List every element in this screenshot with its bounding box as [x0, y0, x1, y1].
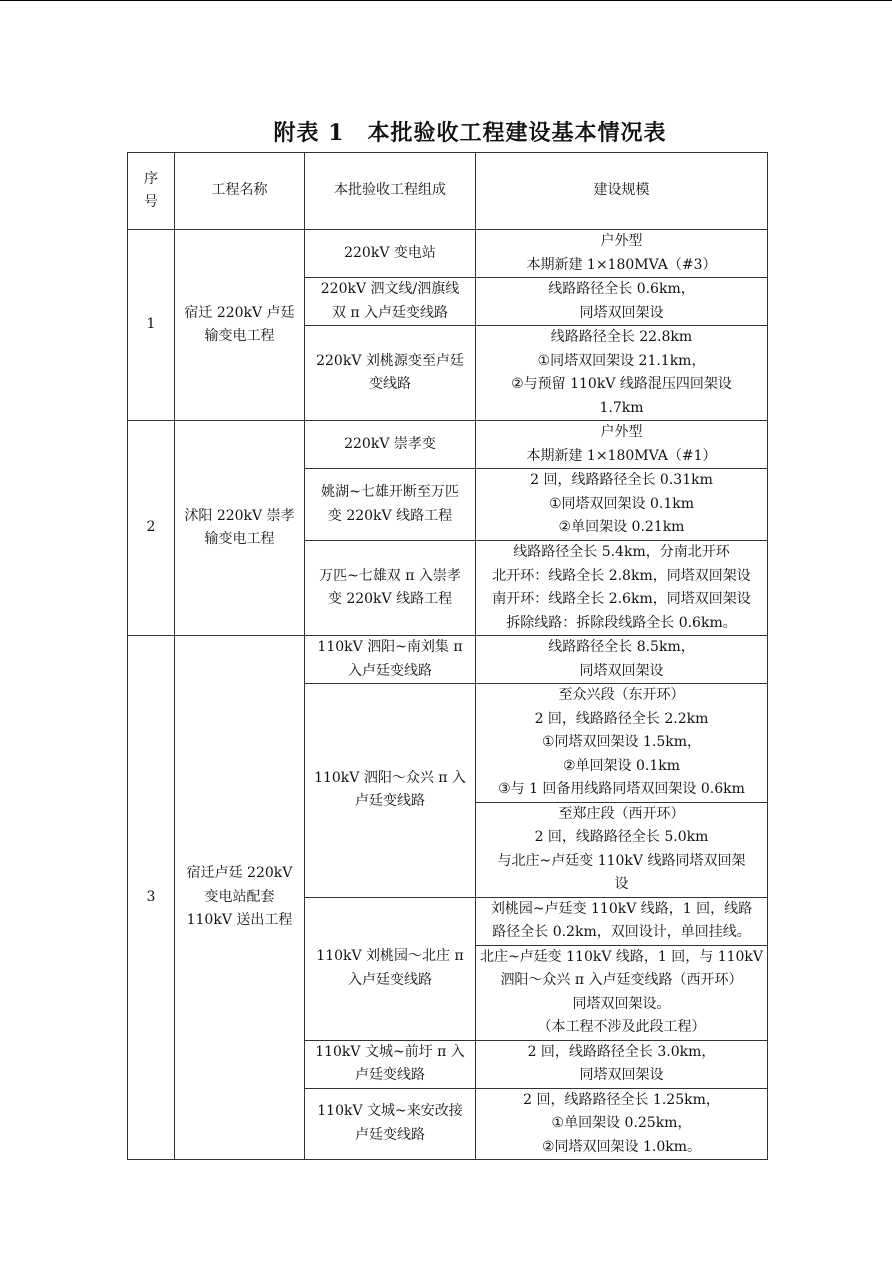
project-name: 宿迁卢廷 220kV 变电站配套 110kV 送出工程	[175, 636, 305, 1160]
project-name: 宿迁 220kV 卢廷 输变电工程	[175, 230, 305, 421]
scale-cell: 户外型 本期新建 1×180MVA（#1）	[476, 421, 768, 469]
project-seq: 2	[128, 421, 175, 636]
header-scale: 建设规模	[476, 153, 768, 230]
table-row	[128, 230, 768, 278]
table-row	[128, 636, 768, 684]
construction-info-table	[127, 152, 768, 1160]
scale-cell: 线路路径全长 5.4km，分南北开环 北开环：线路全长 2.8km，同塔双回架设 南开环：线路全长 2.6km，同塔双回架设 拆除线路：拆除段线路全长 0.6km。	[476, 541, 768, 636]
component-label: 110kV 文城~前圩 π 入 卢廷变线路	[305, 1040, 476, 1088]
header-seq: 序 号	[128, 153, 175, 230]
table-row	[128, 421, 768, 469]
scale-cell: 北庄~卢廷变 110kV 线路，1 回，与 110kV 泗阳～众兴 π 入卢廷变线路（西开环） 同塔双回架设。 （本工程不涉及此段工程）	[476, 945, 768, 1040]
scale-cell: 2 回，线路路径全长 0.31km ①同塔双回架设 0.1km ②单回架设 0.21km	[476, 469, 768, 541]
scale-cell: 刘桃园~卢廷变 110kV 线路，1 回，线路 路径全长 0.2km，双回设计，单回挂线。	[476, 897, 768, 945]
scale-cell: 线路路径全长 0.6km， 同塔双回架设	[476, 278, 768, 326]
page-title: 附表 1 本批验收工程建设基本情况表	[273, 120, 667, 146]
header-project-name: 工程名称	[175, 153, 305, 230]
top-border-line	[0, 0, 892, 1]
scale-cell: 2 回，线路路径全长 3.0km， 同塔双回架设	[476, 1040, 768, 1088]
scale-cell: 至郑庄段（西开环） 2 回，线路路径全长 5.0km 与北庄~卢廷变 110kV 线路同塔双回架 设	[476, 802, 768, 897]
component-label: 220kV 变电站	[305, 230, 476, 278]
project-seq: 3	[128, 636, 175, 1160]
header-row	[128, 153, 768, 230]
scale-cell: 户外型 本期新建 1×180MVA（#3）	[476, 230, 768, 278]
component-label: 110kV 文城~来安改接 卢廷变线路	[305, 1088, 476, 1160]
component-label: 220kV 泗文线/泗旗线 双 π 入卢廷变线路	[305, 278, 476, 326]
component-label: 220kV 崇孝变	[305, 421, 476, 469]
component-label: 110kV 刘桃园～北庄 π 入卢廷变线路	[305, 897, 476, 1040]
component-label: 220kV 刘桃源变至卢廷 变线路	[305, 326, 476, 421]
header-component: 本批验收工程组成	[305, 153, 476, 230]
component-label: 万匹~七雄双 π 入崇孝 变 220kV 线路工程	[305, 541, 476, 636]
component-label: 姚湖~七雄开断至万匹 变 220kV 线路工程	[305, 469, 476, 541]
component-label: 110kV 泗阳～众兴 π 入 卢廷变线路	[305, 684, 476, 898]
scale-cell: 2 回，线路路径全长 1.25km， ①单回架设 0.25km， ②同塔双回架设 1.0km。	[476, 1088, 768, 1160]
project-name: 沭阳 220kV 崇孝 输变电工程	[175, 421, 305, 636]
scale-cell: 线路路径全长 22.8km ①同塔双回架设 21.1km， ②与预留 110kV 线路混压四回架设 1.7km	[476, 326, 768, 421]
scale-cell: 至众兴段（东开环） 2 回，线路路径全长 2.2km ①同塔双回架设 1.5km， ②单回架设 0.1km ③与 1 回备用线路同塔双回架设 0.6km	[476, 684, 768, 803]
component-label: 110kV 泗阳~南刘集 π 入卢廷变线路	[305, 636, 476, 684]
project-seq: 1	[128, 230, 175, 421]
scale-cell: 线路路径全长 8.5km， 同塔双回架设	[476, 636, 768, 684]
